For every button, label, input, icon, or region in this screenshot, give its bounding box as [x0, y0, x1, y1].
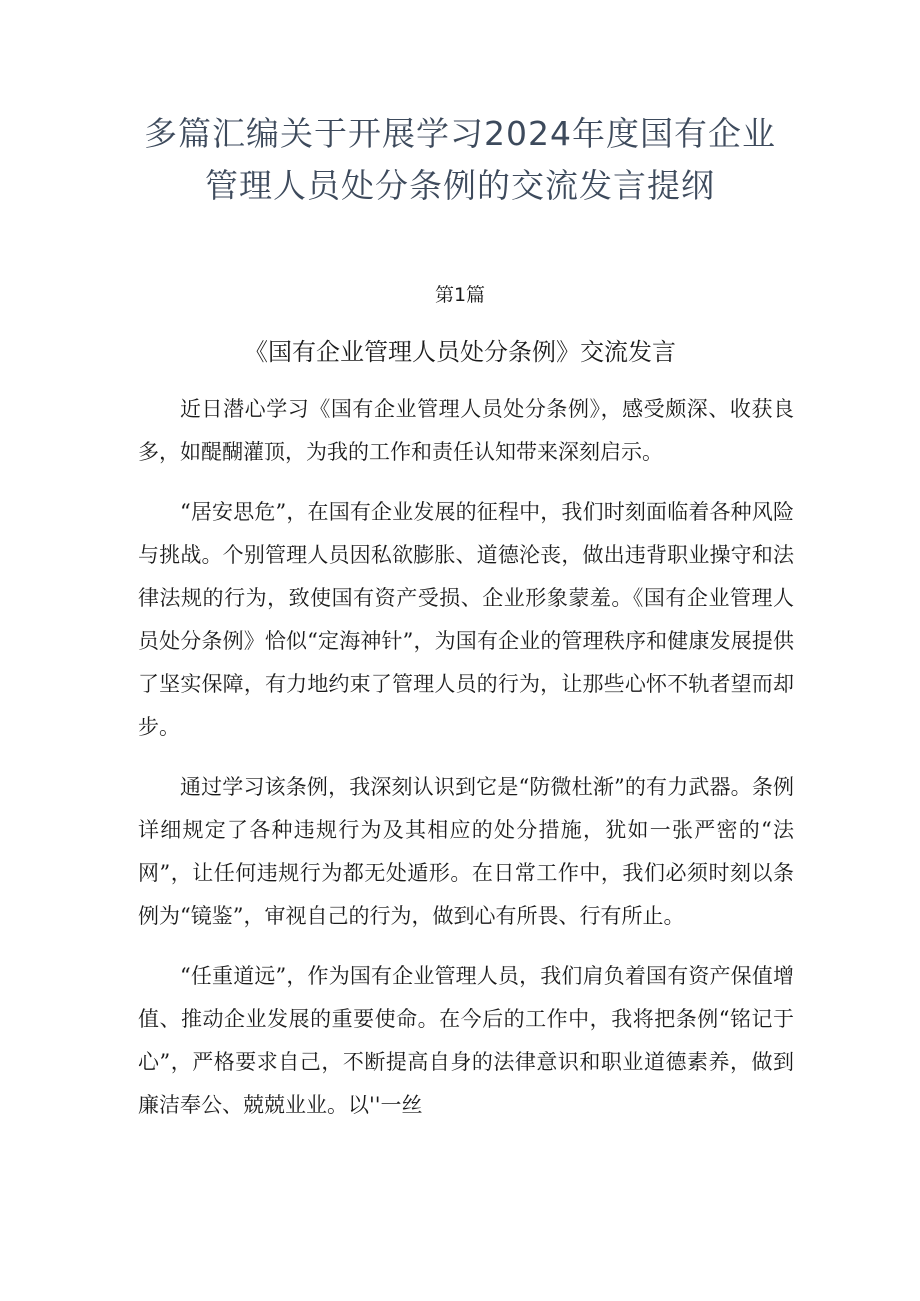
section-label: 第1篇	[434, 284, 486, 306]
body-paragraph: 近日潜心学习《国有企业管理人员处分条例》，感受颇深、收获良多，如醍醐灌顶，为我的工作和责任认知带来深刻启示。	[138, 397, 794, 464]
body-paragraph: 通过学习该条例，我深刻认识到它是“防微杜渐”的有力武器。条例详细规定了各种违规行为及其相应的处分措施，犹如一张严密的“法网”，让任何违规行为都无处遁形。在日常工作中，我们必须时刻以条例为“镜鉴”，审视自己的行为，做到心有所畏、行有所止。	[138, 775, 794, 928]
body-paragraph: “任重道远”，作为国有企业管理人员，我们肩负着国有资产保值增值、推动企业发展的重要使命。在今后的工作中，我将把条例“铭记于心”，严格要求自己，不断提高自身的法律意识和职业道德素养，做到廉洁奉公、兢兢业业。以''一丝	[138, 964, 794, 1117]
document-title-line-2: 管理人员处分条例的交流发言提纲	[205, 166, 715, 205]
article-body	[138, 388, 794, 1144]
article-title: 《国有企业管理人员处分条例》交流发言	[244, 338, 676, 366]
body-paragraph: “居安思危”，在国有企业发展的征程中，我们时刻面临着各种风险与挑战。个别管理人员因私欲膨胀、道德沦丧，做出违背职业操守和法律法规的行为，致使国有资产受损、企业形象蒙羞。《国有企业管理人员处分条例》恰似“定海神针”，为国有企业的管理秩序和健康发展提供了坚实保障，有力地约束了管理人员的行为，让那些心怀不轨者望而却步。	[138, 500, 794, 739]
document-title	[100, 108, 820, 212]
document-title-line-1: 多篇汇编关于开展学习2024年度国有企业	[144, 114, 776, 153]
